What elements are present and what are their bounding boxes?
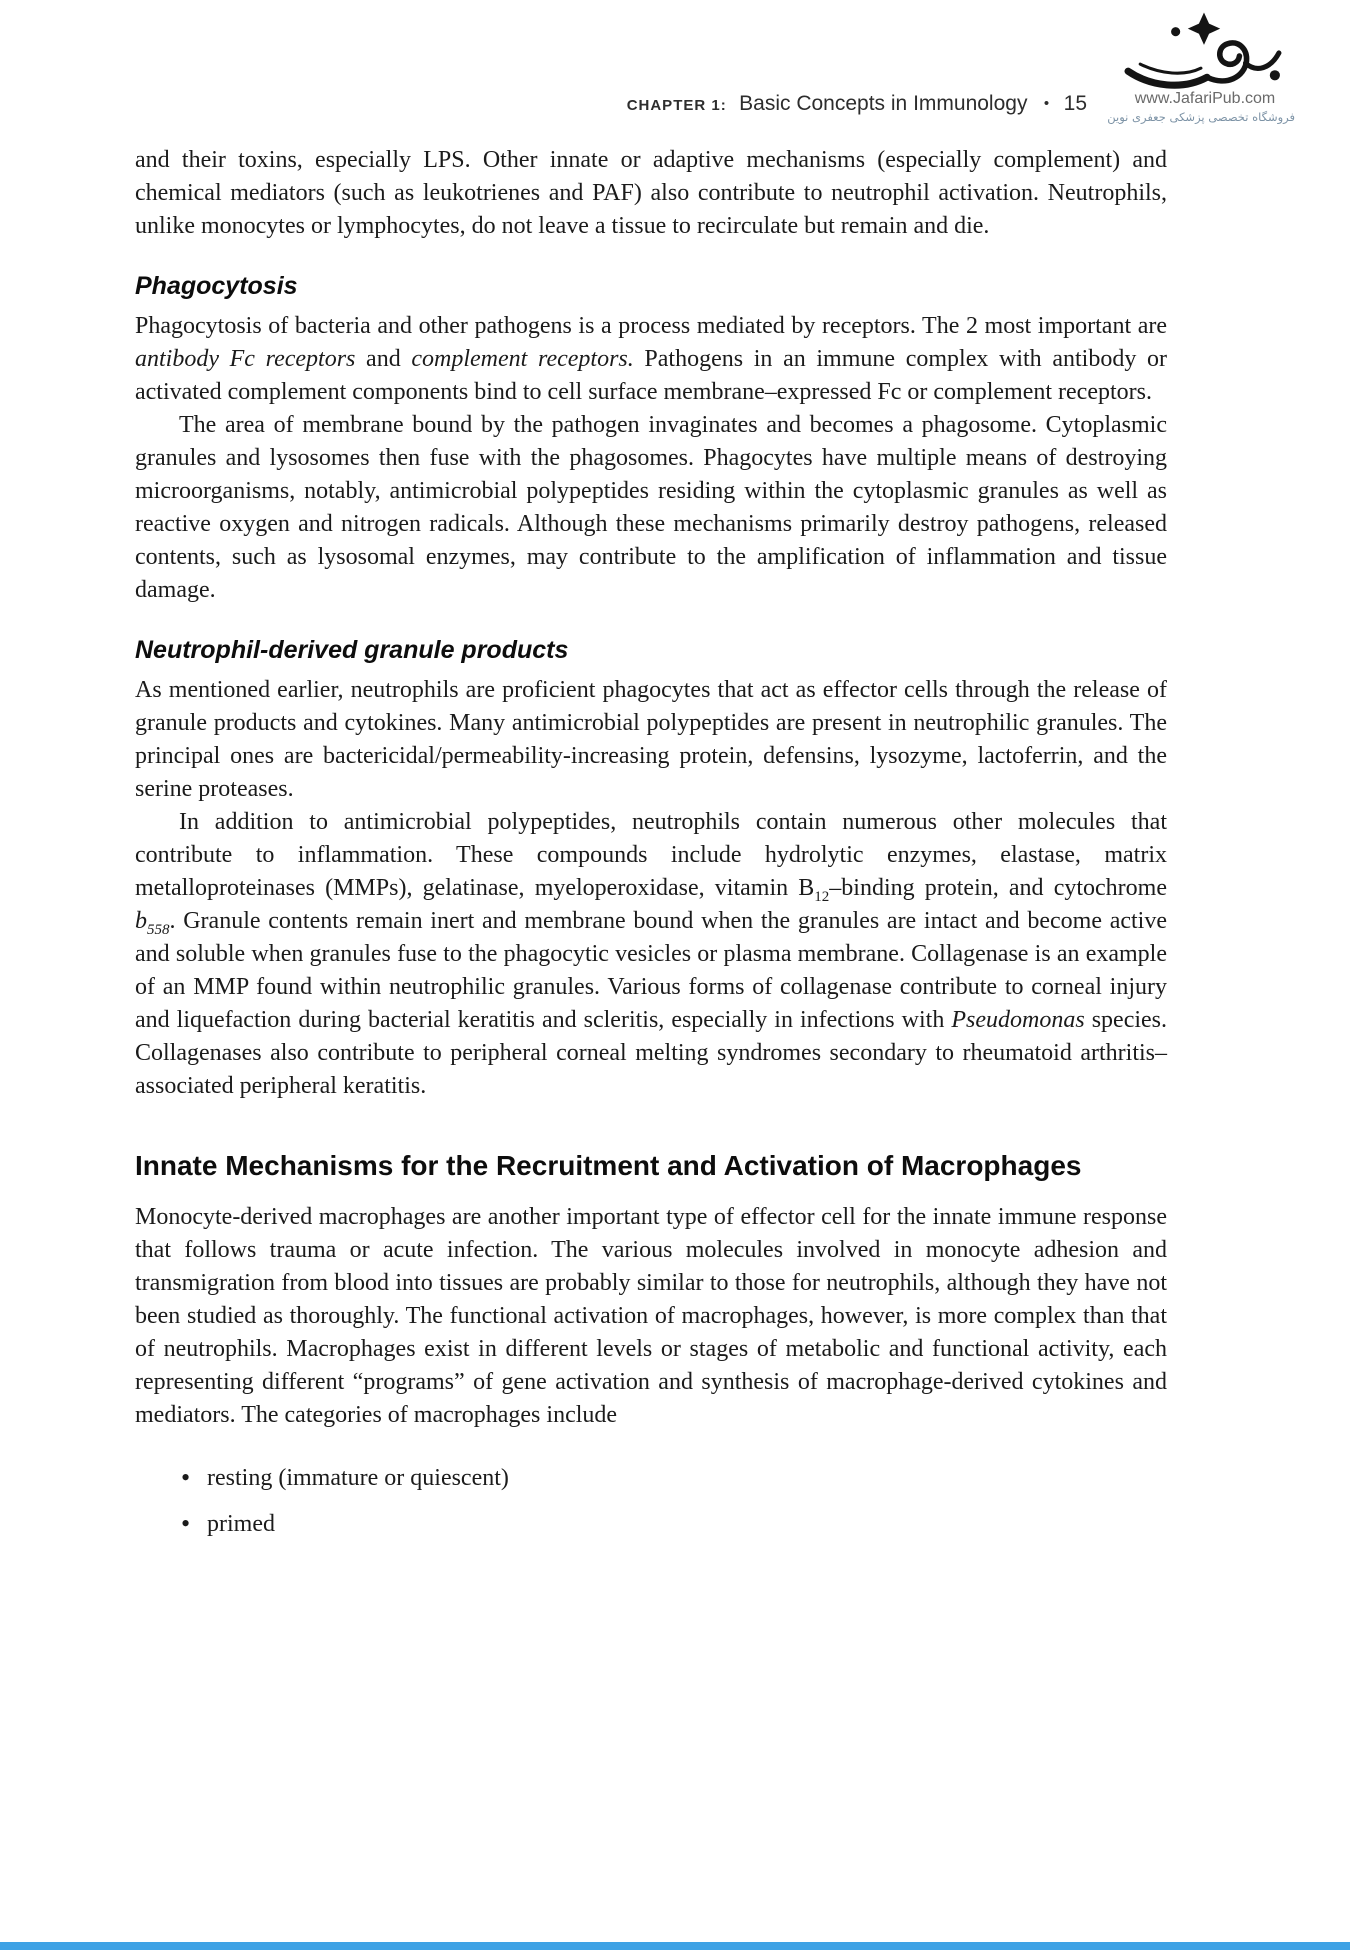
- text-run: As mentioned earlier, neutrophils are proficient phagocytes that act as effector cells through the release of granule products and cytokines. Many antimicrobial polypeptides are present in neutrophilic granules. The principal ones are bactericidal/permeability-increasing protein, defensins, lysozyme, lactoferrin, and the serine proteases.: [135, 677, 1167, 802]
- footer-accent-bar: [0, 1942, 1350, 1950]
- page-number: 15: [1063, 92, 1087, 115]
- paragraph: [135, 409, 1167, 607]
- publisher-persian-tagline: فروشگاه تخصصی پزشکی جعفری نوین: [1107, 110, 1295, 124]
- italic-run: complement receptors.: [411, 346, 634, 372]
- publisher-website: www.JafariPub.com: [1134, 90, 1276, 107]
- paragraph: [135, 144, 1167, 243]
- italic-run: antibody Fc receptors: [135, 346, 356, 372]
- publisher-watermark: [1107, 10, 1295, 124]
- text-run: and: [355, 346, 412, 372]
- text-run: Phagocytosis of bacteria and other pathogens is a process mediated by receptors. The 2 most important are: [135, 313, 1167, 339]
- italic-run: [147, 908, 170, 938]
- paragraph: [135, 674, 1167, 806]
- text-run: species. Collagenases also contribute to peripheral corneal melting syndromes secondary to rheumatoid arthritis–associated peripheral keratitis.: [135, 1007, 1167, 1099]
- page-body: [135, 144, 1167, 1550]
- header-bullet-separator: •: [1043, 95, 1050, 112]
- subsection-heading: Phagocytosis: [135, 272, 298, 300]
- italic-run: Pseudomonas: [951, 1007, 1085, 1033]
- text-run: The area of membrane bound by the pathogen invaginates and becomes a phagosome. Cytoplasmic granules and lysosomes then fuse with the phagosomes. Phagocytes have multiple means of destroying microorganisms, notably, antimicrobial polypeptides residing within the cytoplasmic granules as well as reactive oxygen and nitrogen radicals. Although these mechanisms primarily destroy pathogens, released contents, such as lysosomal enzymes, may contribute to the amplification of inflammation and tissue damage.: [135, 412, 1167, 603]
- text-run: . Granule contents remain inert and membrane bound when the granules are intact and become active and soluble when granules fuse to the phagocytic vesicles or plasma membrane. Collagenase is an example of an MMP found within neutrophilic granules. Various forms of collagenase contribute to corneal injury and liquefaction during bacterial keratitis and scleritis, especially in infections with: [135, 908, 1167, 1033]
- text-run: Pathogens in an immune complex with antibody or activated complement components bind to cell surface membrane–expressed Fc or complement receptors.: [135, 346, 1167, 405]
- paragraph: [135, 1201, 1167, 1432]
- bullet-item: • primed: [181, 1504, 1167, 1544]
- jafaripub-logo-icon: [1124, 10, 1286, 100]
- text-run: Monocyte-derived macrophages are another important type of effector cell for the innate immune response that follows trauma or acute infection. The various molecules involved in monocyte adhesion and transmigration from blood into tissues are probably similar to those for neutrophils, although they have not been studied as thoroughly. The functional activation of macrophages, however, is more complex than that of neutrophils. Macrophages exist in different levels or stages of metabolic and functional activity, each representing different “programs” of gene activation and synthesis of macrophage-derived cytokines and mediators. The categories of macrophages include: [135, 1204, 1167, 1428]
- bullet-item: • resting (immature or quiescent): [181, 1458, 1167, 1498]
- subscript: 12: [814, 888, 830, 905]
- italic-run: b: [135, 908, 147, 934]
- chapter-label: CHAPTER 1:: [626, 97, 727, 114]
- bullet-list: [135, 1458, 1167, 1544]
- running-head: [0, 92, 1087, 116]
- paragraph: [135, 310, 1167, 409]
- text-run: [814, 875, 830, 905]
- section-heading: Innate Mechanisms for the Recruitment and Activation of Macrophages: [135, 1150, 1082, 1181]
- subscript: 558: [147, 921, 170, 938]
- text-run: In addition to antimicrobial polypeptides, neutrophils contain numerous other molecules that contribute to inflammation. These compounds include hydrolytic enzymes, elastase, matrix metalloproteinases (MMPs), gelatinase, myeloperoxidase, vitamin B: [135, 809, 1167, 901]
- paragraph: [135, 806, 1167, 1103]
- subsection-heading: Neutrophil-derived granule products: [135, 636, 569, 664]
- chapter-title: Basic Concepts in Immunology: [739, 92, 1028, 115]
- text-run: –binding protein, and cytochrome: [829, 875, 1167, 901]
- text-run: and their toxins, especially LPS. Other innate or adaptive mechanisms (especially complement) and chemical mediators (such as leukotrienes and PAF) also contribute to neutrophil activation. Neutrophils, unlike monocytes or lymphocytes, do not leave a tissue to recirculate but remain and die.: [135, 147, 1167, 239]
